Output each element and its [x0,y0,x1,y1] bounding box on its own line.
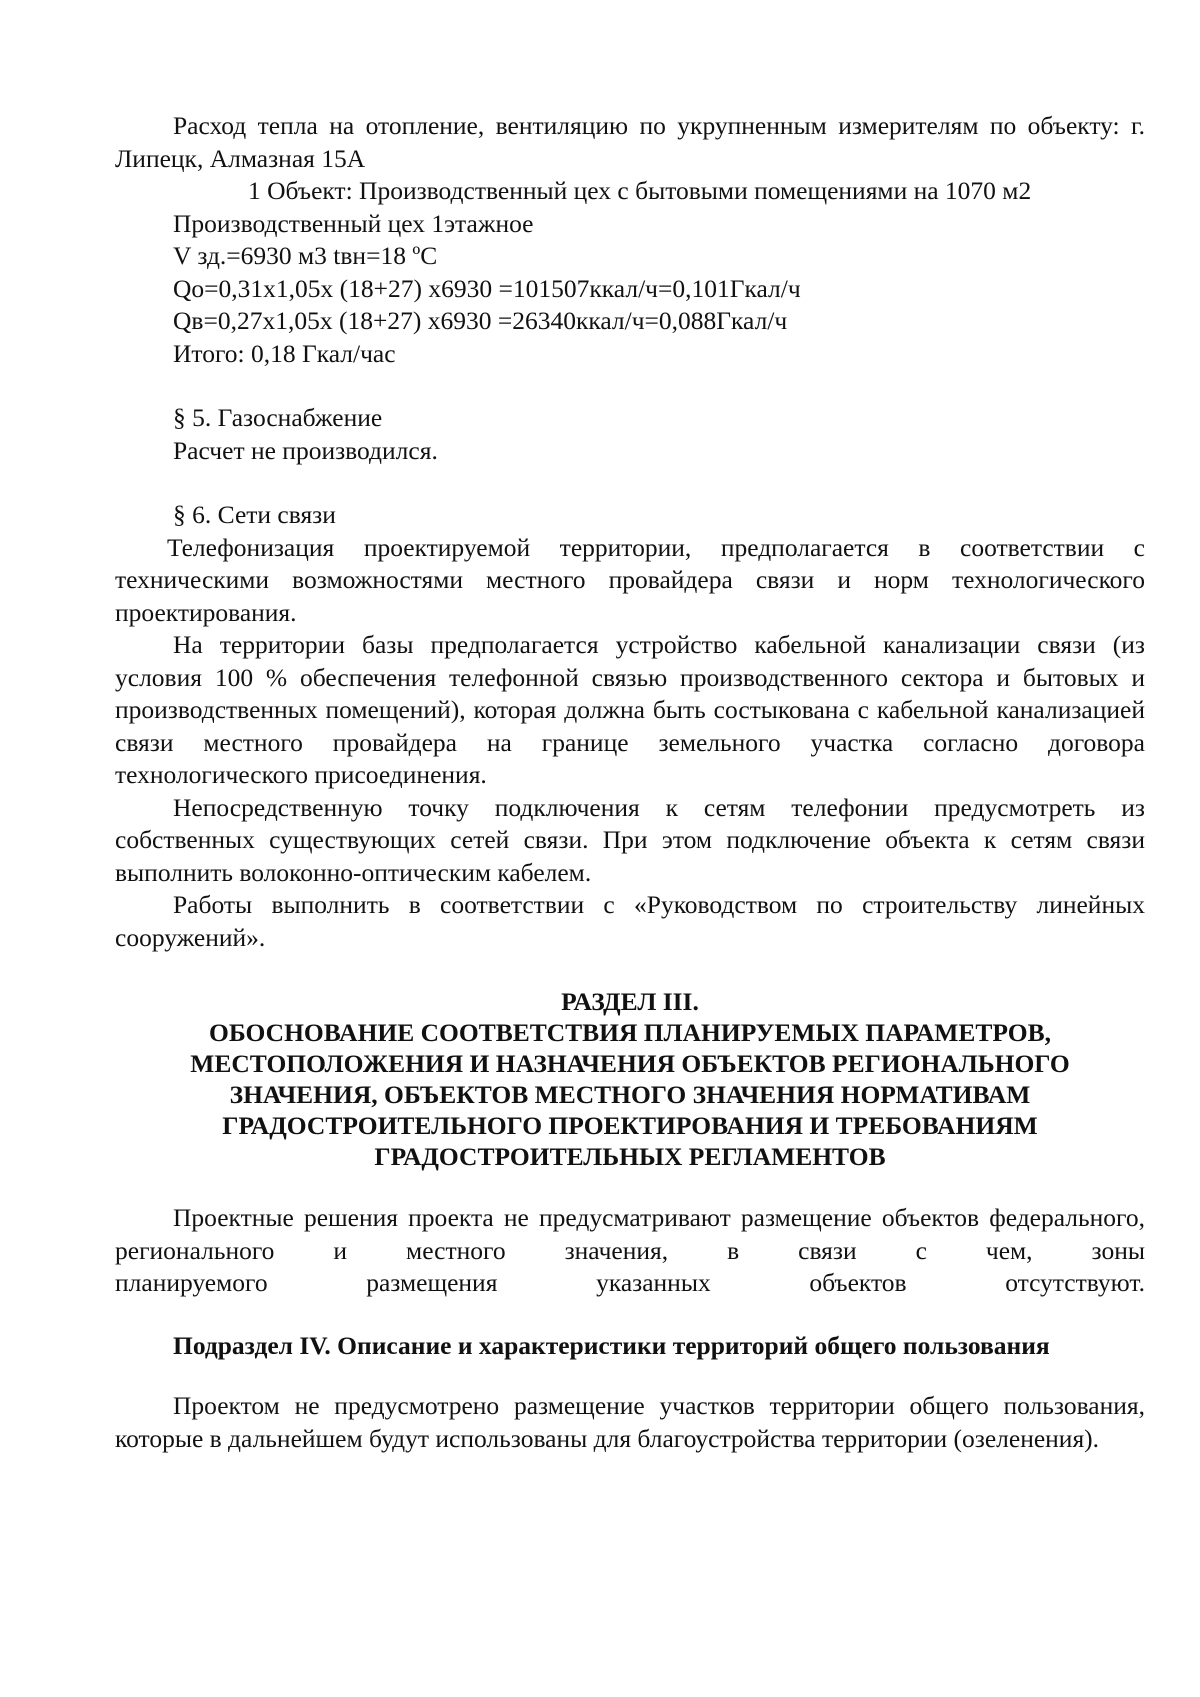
comm-paragraph-3: Непосредственную точку подключения к сетям телефонии предусмотреть из собственных существующих сетей связи. При этом подключение объекта к сетям связи выполнить волоконно-оптическим кабелем. [115,792,1145,887]
comm-title: § 6. Сети связи [173,500,336,529]
spacer [115,1362,1145,1390]
word: объектов [809,1268,907,1297]
comm-paragraph-1: Телефонизация проектируемой территории, предполагается в соответствии с техническими возможностями местного провайдера связи и норм технологического проектирования. [115,532,1145,627]
gas-title: § 5. Газоснабжение [173,403,383,432]
ventilation-formula: Qв=0,27х1,05х (18+27) х6930 =26340ккал/ч=0,088Гкал/ч [173,306,788,335]
word: указанных [596,1268,711,1297]
volume-line: V зд.=6930 м3 tвн=18 ºС [173,241,438,270]
section-title-line: ГРАДОСТРОИТЕЛЬНЫХ РЕГЛАМЕНТОВ [374,1142,886,1171]
building-line: Производственный цех 1этажное [173,208,534,238]
heat-total: Итого: 0,18 Гкал/час [173,338,396,368]
section-title-line: ОБОСНОВАНИЕ СООТВЕТСТВИЯ ПЛАНИРУЕМЫХ ПАРАМЕТРОВ, [209,1018,1051,1047]
subsection-paragraph: Проектом не предусмотрено размещение участков территории общего пользования, которые в дальнейшем будут использованы для благоустройства территории (озеленения). [115,1391,1145,1453]
gas-text: Расчет не производился. [173,435,438,465]
subsection-title: Подраздел IV. Описание и характеристики территорий общего пользования [173,1330,1050,1360]
section-title-line: ГРАДОСТРОИТЕЛЬНОГО ПРОЕКТИРОВАНИЯ И ТРЕБОВАНИЯМ [222,1111,1038,1140]
heat-intro: Расход тепла на отопление, вентиляцию по укрупненным измерителям по объекту: г. Липецк, Алмазная 15А [115,111,1145,173]
comm-paragraph-4: Работы выполнить в соответствии с «Руководством по строительству линейных сооружений». [115,890,1145,952]
object-line: 1 Объект: Производственный цех с бытовыми помещениями на 1070 м2 [248,176,1032,205]
document-page [115,110,1145,1455]
section-heading [115,986,1145,1172]
word: отсутствуют. [1005,1268,1145,1297]
word: планируемого [115,1268,268,1297]
heating-formula: Qо=0,31х1,05х (18+27) х6930 =101507ккал/ч=0,101Гкал/ч [173,273,801,303]
section3-paragraph-last-line [115,1267,1145,1300]
section-title-line: МЕСТОПОЛОЖЕНИЯ И НАЗНАЧЕНИЯ ОБЪЕКТОВ РЕГИОНАЛЬНОГО [190,1049,1070,1078]
section-title-line: ЗНАЧЕНИЯ, ОБЪЕКТОВ МЕСТНОГО ЗНАЧЕНИЯ НОРМАТИВАМ [229,1080,1031,1109]
section3-paragraph: Проектные решения проекта не предусматривают размещение объектов федерального, регионального и местного значения, в связи с чем, зоны [115,1203,1145,1265]
spacer [115,954,1145,974]
section-number: РАЗДЕЛ III. [561,987,699,1016]
spacer [115,1172,1145,1202]
spacer [115,1300,1145,1330]
word: размещения [366,1268,498,1297]
spacer [115,467,1145,499]
spacer [115,370,1145,402]
comm-paragraph-2: На территории базы предполагается устройство кабельной канализации связи (из условия 100 % обеспечения телефонной связью производственного сектора и бытовых и производственных помещений), которая должна быть состыкована с кабельной канализацией связи местного провайдера на границе земельного участка согласно договора технологического присоединения. [115,630,1145,789]
